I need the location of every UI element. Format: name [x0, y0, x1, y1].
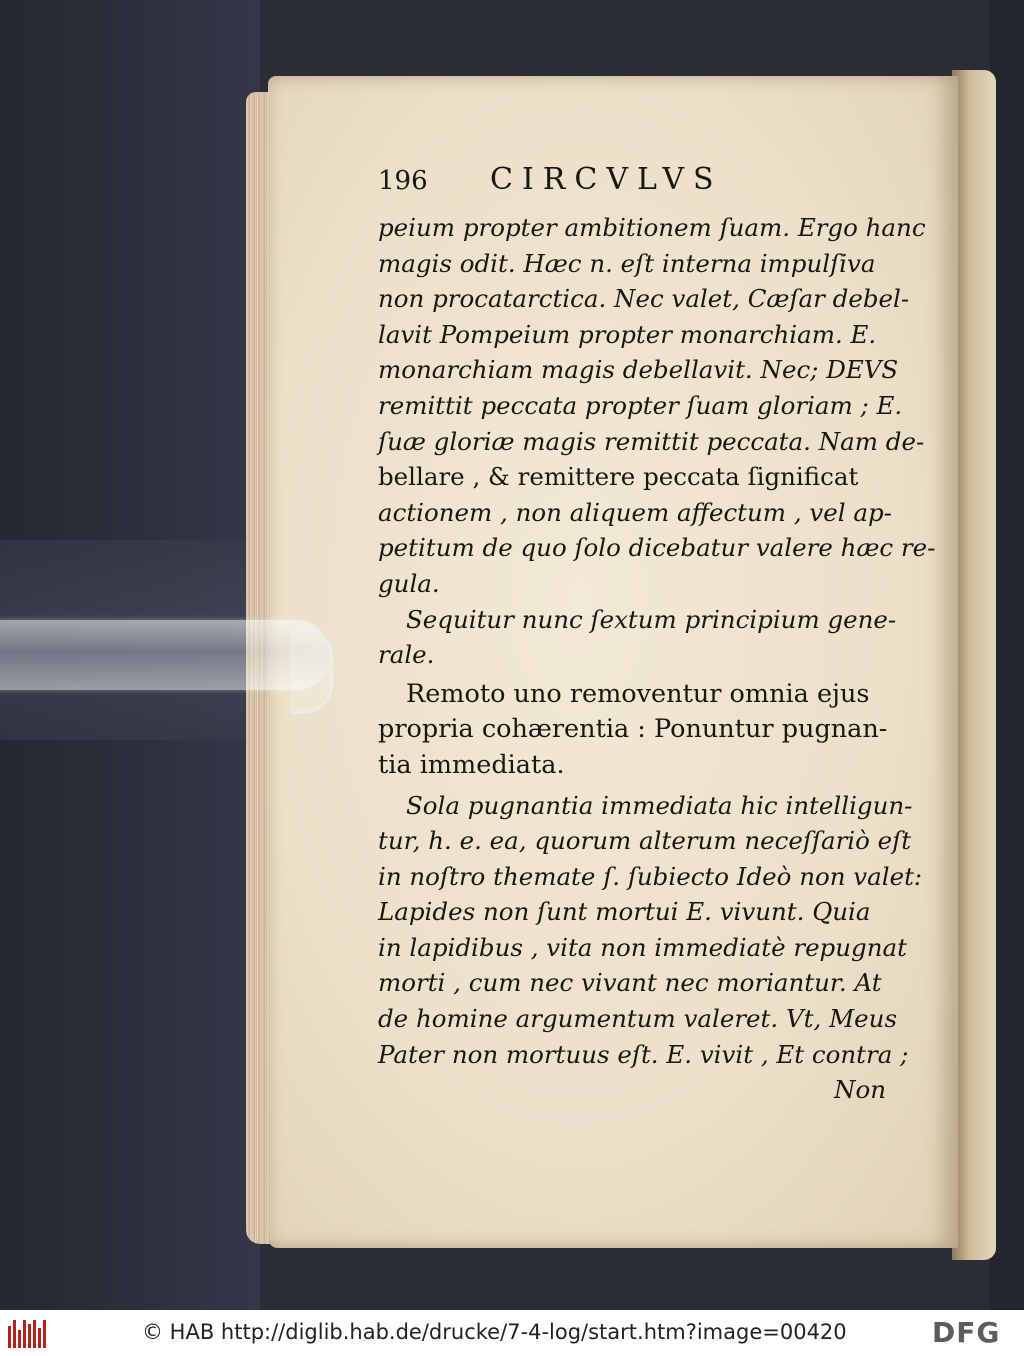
text-line: in noſtro themate ſ. ſubiecto Ideò non valet: — [378, 861, 923, 891]
text-line: morti , cum nec vivant nec moriantur. At — [378, 968, 882, 998]
glass-clamp — [0, 620, 330, 690]
text-line: remittit peccata propter ſuam gloriam ; E. — [378, 390, 903, 420]
text-line: peium propter ambitionem ſuam. Ergo hanc — [378, 213, 926, 242]
text-line: magis odit. Hæc n. eſt interna impulſiva — [378, 248, 876, 278]
hab-logo-icon — [8, 1318, 48, 1348]
text-line: bellare , & remittere peccata ſignificat — [378, 462, 859, 492]
text-line: monarchiam magis debellavit. Nec; DEVS — [378, 355, 899, 385]
text-line: tur, h. e. ea, quorum alterum neceſſariò eſt — [378, 826, 912, 856]
text-line: non procatarctica. Nec valet, Cæſar debel- — [378, 284, 910, 314]
principle-line: propria cohærentia : Ponuntur pugnan- — [378, 714, 888, 745]
footer-bar — [0, 1310, 1024, 1356]
text-line: in lapidibus , vita non immediatè repugnat — [378, 932, 907, 962]
text-line: actionem , non aliquem affectum , vel ap- — [378, 497, 892, 527]
text-line: Pater non mortuus eſt. E. vivit , Et contra ; — [378, 1039, 909, 1069]
principle-line: tia immediata. — [378, 749, 565, 780]
page-header — [378, 162, 908, 210]
dfg-logo: DFG — [932, 1316, 1001, 1349]
text-line: Sequitur nunc ſextum principium gene- — [406, 604, 897, 634]
text-line: ſuæ gloriæ magis remittit peccata. Nam de- — [378, 426, 925, 456]
text-line: de homine argumentum valeret. Vt, Meus — [378, 1004, 898, 1034]
text-line: Lapides non ſunt mortui E. vivunt. Quia — [378, 897, 871, 927]
page-text — [378, 162, 936, 1108]
running-title: CIRCVLVS — [490, 162, 723, 197]
principle-line: Remoto uno removentur omnia ejus — [406, 678, 870, 709]
facing-page-edge — [952, 70, 996, 1260]
catchword: Non — [834, 1075, 886, 1105]
copyright-link[interactable]: © HAB http://diglib.hab.de/drucke/7-4-log/start.htm?image=00420 — [142, 1320, 847, 1344]
text-line: rale. — [378, 640, 435, 670]
glass-clamp-tip — [290, 628, 333, 714]
text-line: lavit Pompeium propter monarchiam. E. — [378, 319, 877, 349]
text-line: petitum de quo ſolo dicebatur valere hæc re- — [378, 533, 936, 563]
page-number: 196 — [378, 166, 428, 196]
text-line: Sola pugnantia immediata hic intelligun- — [406, 790, 913, 820]
text-line: gula. — [378, 568, 440, 598]
